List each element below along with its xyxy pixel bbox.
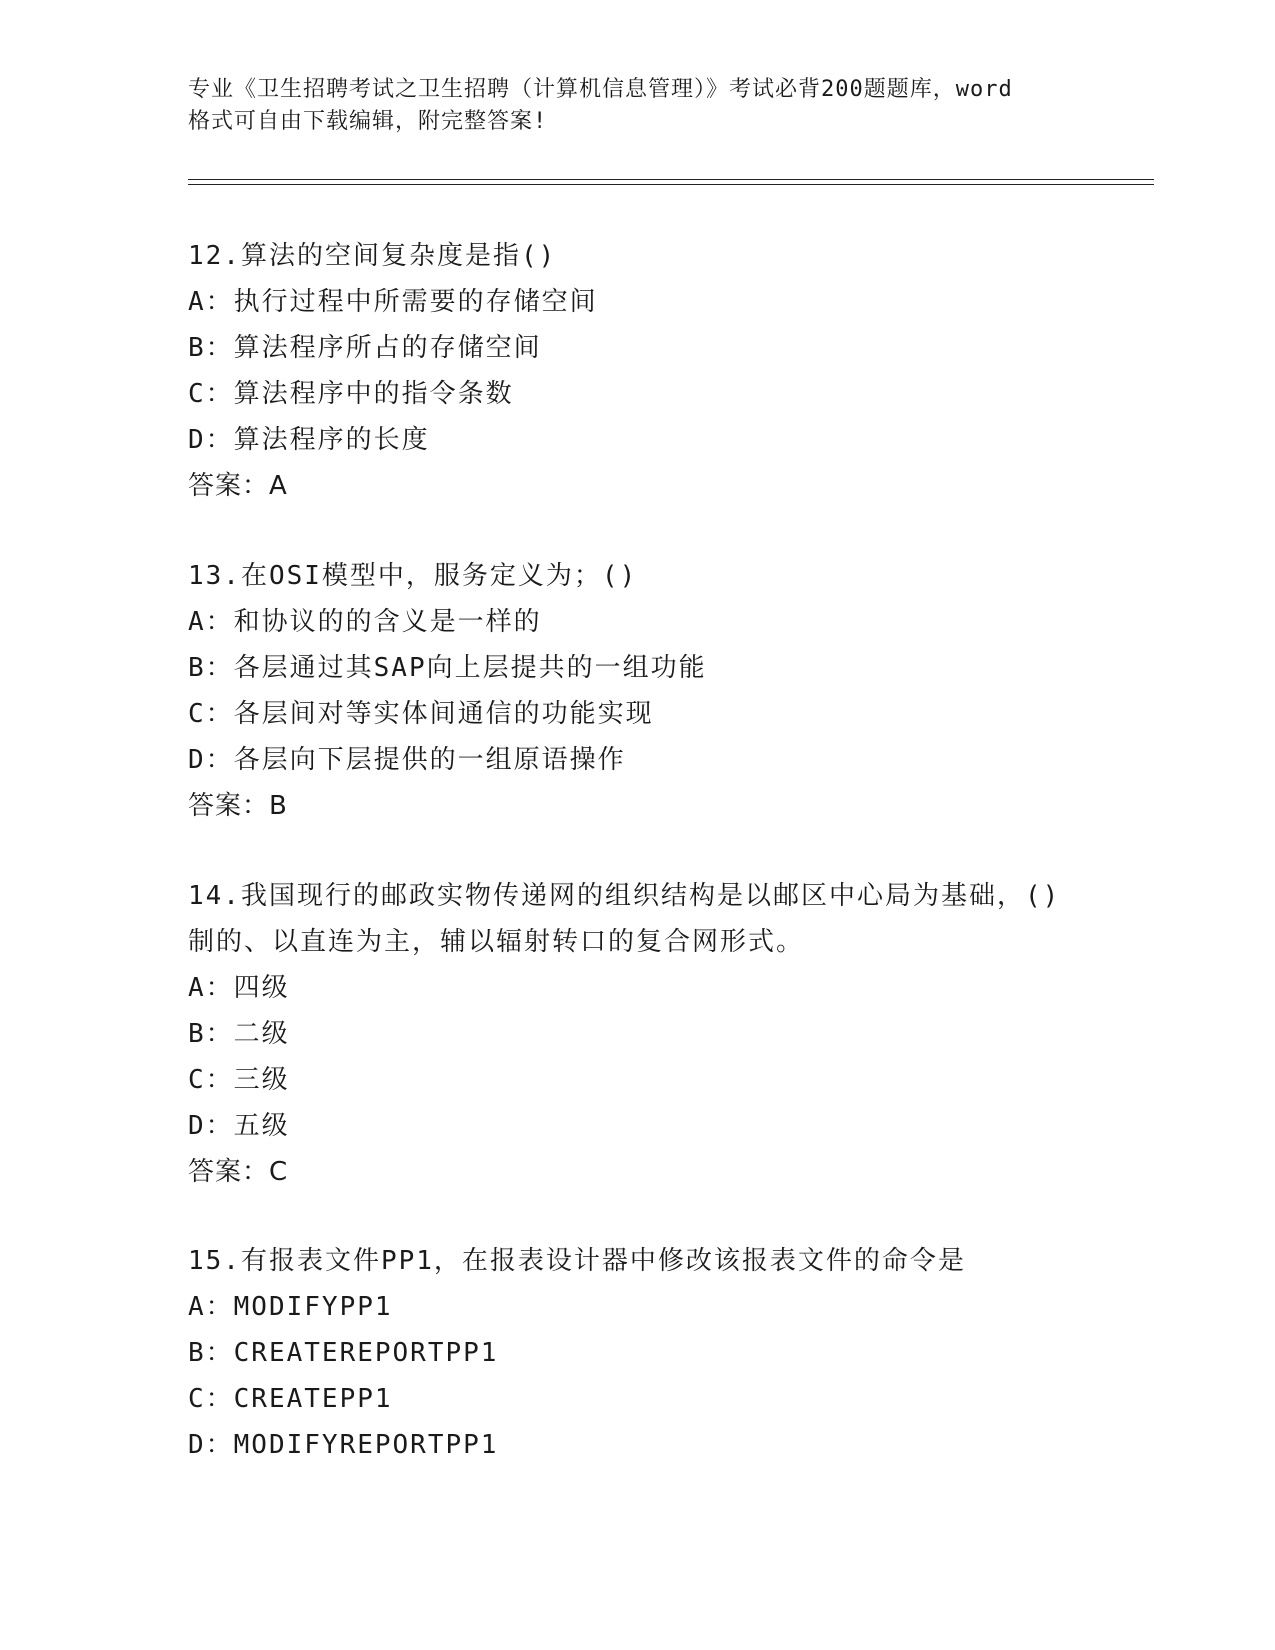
option-d: D：MODIFYREPORTPP1: [188, 1430, 499, 1460]
option-d: D：五级: [188, 1111, 290, 1141]
question-stem: 13.在OSI模型中，服务定义为；(): [188, 561, 638, 591]
answer-line: 答案：A: [188, 471, 288, 501]
question-13: [188, 553, 1108, 829]
option-d: D：各层向下层提供的一组原语操作: [188, 745, 626, 775]
question-stem: 14.我国现行的邮政实物传递网的组织结构是以邮区中心局为基础，(): [188, 881, 1061, 911]
question-stem: 15.有报表文件PP1，在报表设计器中修改该报表文件的命令是: [188, 1246, 966, 1276]
option-c: C：算法程序中的指令条数: [188, 379, 514, 409]
option-d: D：算法程序的长度: [188, 425, 430, 455]
option-a: A：MODIFYPP1: [188, 1292, 393, 1322]
question-12: [188, 233, 1108, 509]
option-b: B：算法程序所占的存储空间: [188, 333, 542, 363]
option-a: A：执行过程中所需要的存储空间: [188, 287, 598, 317]
option-b: B：二级: [188, 1019, 290, 1049]
option-a: A：四级: [188, 973, 290, 1003]
answer-line: 答案：B: [188, 791, 288, 821]
header-divider: [188, 179, 1154, 185]
option-c: C：三级: [188, 1065, 290, 1095]
question-15: [188, 1238, 1108, 1468]
header-line-1: 专业《卫生招聘考试之卫生招聘（计算机信息管理）》考试必背200题题库，word: [188, 77, 1013, 102]
question-stem-continued: 制的、以直连为主，辅以辐射转口的复合网形式。: [188, 927, 805, 957]
option-c: C：各层间对等实体间通信的功能实现: [188, 699, 654, 729]
question-stem: 12.算法的空间复杂度是指(): [188, 241, 557, 271]
document-header: [188, 74, 1088, 138]
option-b: B：各层通过其SAP向上层提共的一组功能: [188, 653, 707, 683]
header-line-2: 格式可自由下载编辑，附完整答案!: [188, 109, 548, 134]
option-c: C：CREATEPP1: [188, 1384, 393, 1414]
option-b: B：CREATEREPORTPP1: [188, 1338, 499, 1368]
question-14: [188, 873, 1108, 1195]
answer-line: 答案：C: [188, 1157, 289, 1187]
option-a: A：和协议的的含义是一样的: [188, 607, 542, 637]
